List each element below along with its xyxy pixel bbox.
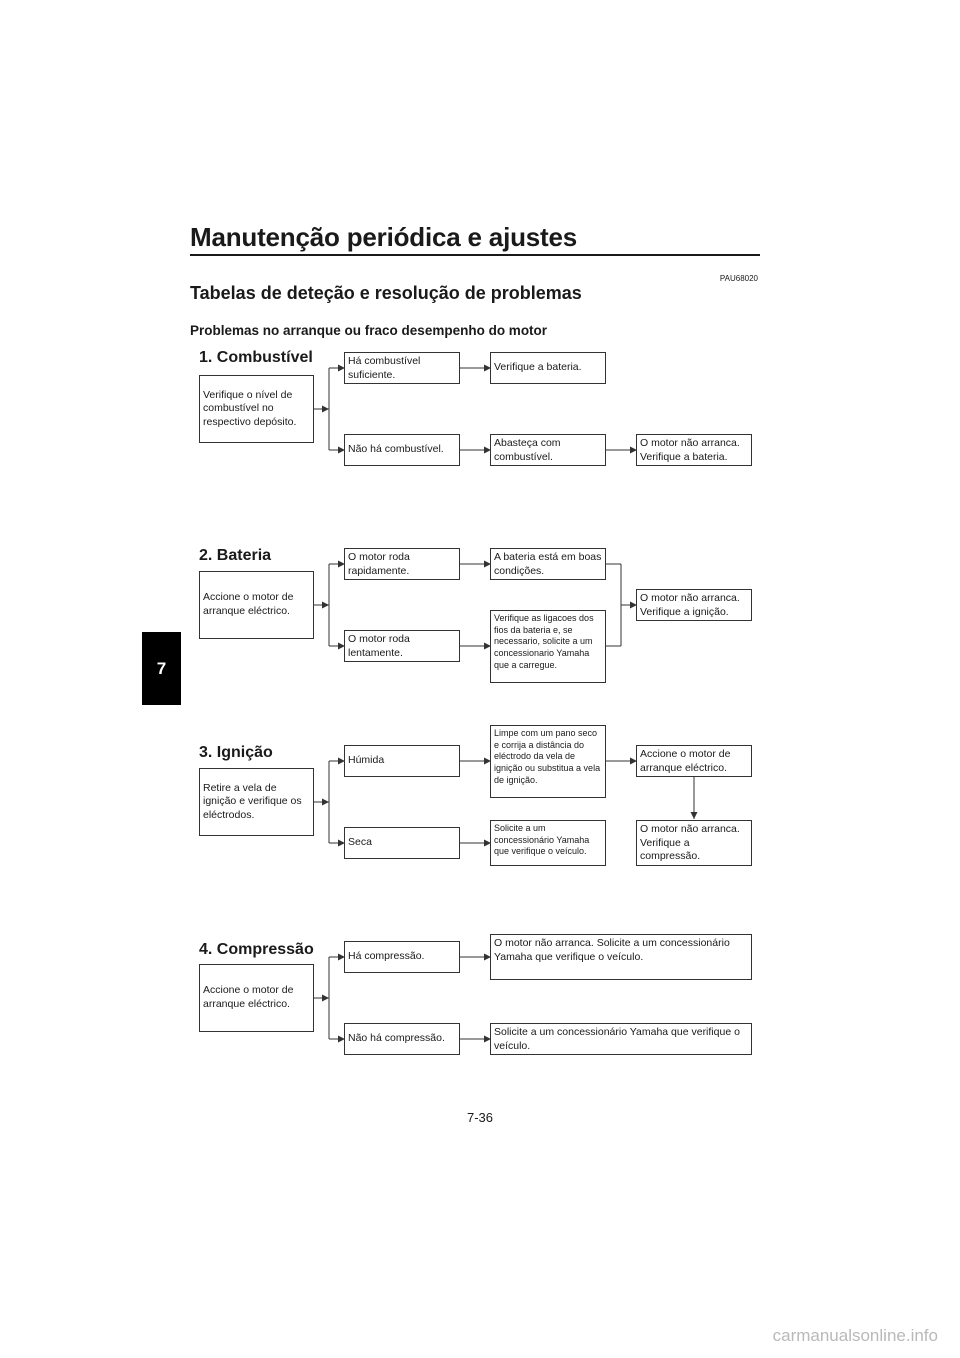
fuel-no-text: Não há combustível. bbox=[348, 443, 444, 456]
battery-start-box bbox=[199, 571, 314, 639]
ignition-wet-box bbox=[344, 745, 460, 777]
fuel-heading: 1. Combustível bbox=[199, 349, 313, 366]
document-code: PAU68020 bbox=[719, 274, 758, 283]
ignition-wet-text: Húmida bbox=[348, 754, 385, 767]
ignition-heading: 3. Ignição bbox=[199, 744, 273, 761]
chapter-tab: 7 bbox=[142, 632, 181, 705]
battery-start-text: Accione o motor de arranque eléctrico. bbox=[203, 591, 294, 617]
battery-fast-result-box bbox=[490, 548, 606, 580]
ignition-final-text: O motor não arranca. Verifique a compressão. bbox=[640, 823, 740, 863]
page-number: 7-36 bbox=[466, 1110, 494, 1125]
battery-slow-box bbox=[344, 630, 460, 662]
ignition-dry-action-text: Solicite a um concessionário Yamaha que verifique o veículo. bbox=[494, 823, 590, 857]
compression-yes-result-box bbox=[490, 934, 752, 980]
battery-slow-text: O motor roda lentamente. bbox=[348, 633, 410, 659]
compression-no-box bbox=[344, 1023, 460, 1055]
ignition-start-text: Retire a vela de ignição e verifique os eléctrodos. bbox=[203, 781, 302, 821]
ignition-dry-action-box bbox=[490, 820, 606, 866]
subtitle: Problemas no arranque ou fraco desempenho do motor bbox=[190, 323, 548, 338]
fuel-no-result-box bbox=[636, 434, 752, 466]
battery-fast-result-text: A bateria está em boas condições. bbox=[494, 551, 602, 577]
compression-yes-box bbox=[344, 941, 460, 973]
ignition-wet-result-text: Accione o motor de arranque eléctrico. bbox=[640, 748, 731, 774]
fuel-yes-result-box bbox=[490, 352, 606, 384]
compression-no-result-text: Solicite a um concessionário Yamaha que verifique o veículo. bbox=[494, 1026, 740, 1052]
battery-slow-action-text: Verifique as ligacoes dos fios da bateria e, se necessario, solicite a um concessionario Yamaha que a carregue. bbox=[494, 613, 594, 670]
fuel-start-text: Verifique o nível de combustível no respectivo depósito. bbox=[203, 388, 297, 428]
ignition-dry-text: Seca bbox=[348, 836, 372, 849]
compression-heading: 4. Compressão bbox=[199, 941, 314, 958]
ignition-wet-action-box bbox=[490, 725, 606, 798]
compression-yes-result-text: O motor não arranca. Solicite a um concessionário Yamaha que verifique o veículo. bbox=[494, 937, 730, 963]
fuel-no-result-text: O motor não arranca. Verifique a bateria. bbox=[640, 437, 740, 463]
fuel-no-action-text: Abasteça com combustível. bbox=[494, 437, 561, 463]
battery-fast-box bbox=[344, 548, 460, 580]
watermark: carmanualsonline.info bbox=[772, 1326, 938, 1345]
fuel-yes-result-text: Verifique a bateria. bbox=[494, 361, 582, 374]
fuel-yes-box bbox=[344, 352, 460, 384]
page-title: Manutenção periódica e ajustes bbox=[190, 222, 578, 252]
fuel-no-box bbox=[344, 434, 460, 466]
compression-start-box bbox=[199, 964, 314, 1032]
battery-fast-text: O motor roda rapidamente. bbox=[348, 551, 410, 577]
ignition-wet-action-text: Limpe com um pano seco e corrija a distância do eléctrodo da vela de ignição ou substitua a vela de ignição. bbox=[494, 728, 601, 785]
fuel-yes-text: Há combustível suficiente. bbox=[348, 355, 421, 381]
section-title: Tabelas de deteção e resolução de problemas bbox=[190, 283, 582, 303]
battery-slow-action-box bbox=[490, 610, 606, 683]
fuel-no-action-box bbox=[490, 434, 606, 466]
ignition-dry-box bbox=[344, 827, 460, 859]
compression-no-text: Não há compressão. bbox=[348, 1032, 445, 1045]
fuel-start-box bbox=[199, 375, 314, 443]
battery-final-text: O motor não arranca. Verifique a ignição. bbox=[640, 592, 740, 618]
battery-heading: 2. Bateria bbox=[199, 547, 272, 564]
ignition-final-box bbox=[636, 820, 752, 866]
ignition-wet-result-box bbox=[636, 745, 752, 777]
ignition-start-box bbox=[199, 768, 314, 836]
compression-no-result-box bbox=[490, 1023, 752, 1055]
compression-yes-text: Há compressão. bbox=[348, 950, 425, 963]
compression-start-text: Accione o motor de arranque eléctrico. bbox=[203, 984, 294, 1010]
battery-final-box bbox=[636, 589, 752, 621]
